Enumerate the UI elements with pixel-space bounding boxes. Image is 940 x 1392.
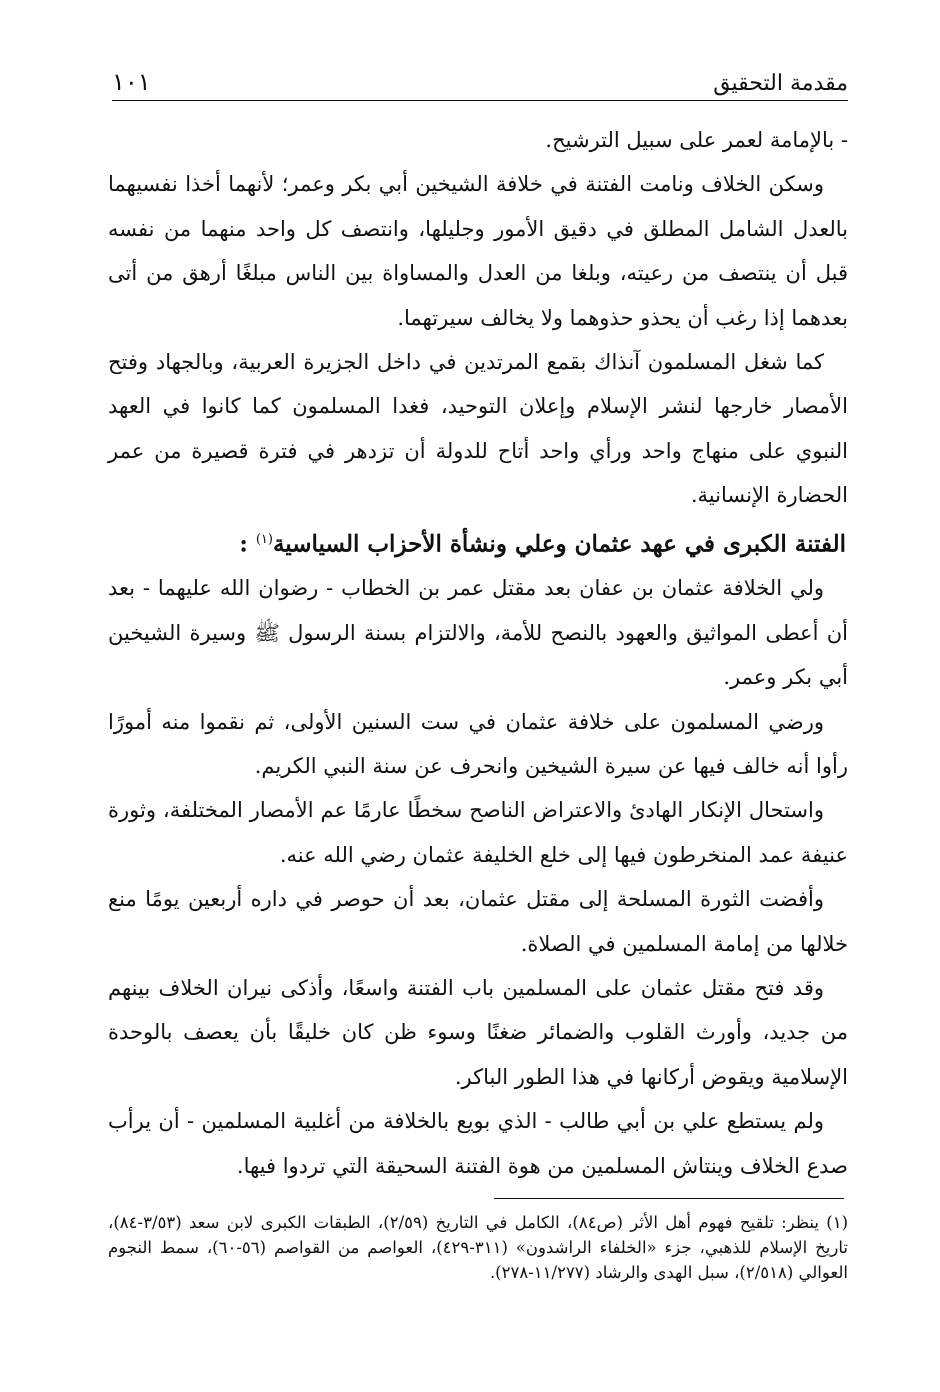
paragraph: وأفضت الثورة المسلحة إلى مقتل عثمان، بعد أن حوصر في داره أربعين يومًا منع خلالها من إمامة المسلمين في الصلاة. xyxy=(108,887,848,956)
paragraph: وسكن الخلاف ونامت الفتنة في خلافة الشيخين أبي بكر وعمر؛ لأنهما أخذا نفسيهما بالعدل الشامل المطلق في دقيق الأمور وجليلها، وانتصف كل واحد منهما من نفسه قبل أن ينتصف من رعيته، وبلغا من العدل والمساواة بين الناس مبلغًا أرهق من أتى بعدهما إذا رغب أن يحذو حذوهما ولا يخالف سيرتهما. xyxy=(108,172,848,330)
footnote-ref: (١) xyxy=(255,531,273,547)
paragraph: ولي الخلافة عثمان بن عفان بعد مقتل عمر بن الخطاب - رضوان الله عليهما - بعد أن أعطى المواثيق والعهود بالنصح للأمة، والالتزام بسنة الرسول ﷺ وسيرة الشيخين أبي بكر وعمر. xyxy=(108,576,848,690)
paragraph: ورضي المسلمون على خلافة عثمان في ست السنين الأولى، ثم نقموا منه أمورًا رأوا أنه خالف فيها عن سيرة الشيخين وانحرف عن سنة النبي الكريم. xyxy=(108,709,848,778)
paragraph: ولم يستطع علي بن أبي طالب - الذي بويع بالخلافة من أغلبية المسلمين - أن يرأب صدع الخلاف وينتاش المسلمين من هوة الفتنة السحيقة التي تردوا فيها. xyxy=(108,1109,848,1178)
running-header xyxy=(112,56,848,101)
footnote: (١) ينظر: تلقيح فهوم أهل الأثر (ص٨٤)، الكامل في التاريخ (٢/٥٩)، الطبقات الكبرى لابن سعد (٣/٥٣-٨٤)، تاريخ الإسلام للذهبي، جزء «الخلفاء الراشدون» (٣١١-٤٢٩)، العواصم من القواصم (٥٦-٦٠)، سمط النجوم العوالي (٢/٥١٨)، سبل الهدى والرشاد (١١/٢٧٧-٢٧٨). xyxy=(108,1213,849,1282)
paragraph: وقد فتح مقتل عثمان على المسلمين باب الفتنة واسعًا، وأذكى نيران الخلاف بينهم من جديد، وأورث القلوب والضمائر ضغنًا وسوء ظن كان خليقًا بأن يعصف بالوحدة الإسلامية ويقوض أركانها في هذا الطور الباكر. xyxy=(108,975,848,1089)
header-title: مقدمة التحقيق xyxy=(713,71,848,96)
footnotes xyxy=(108,1210,848,1285)
section-heading xyxy=(108,518,848,567)
footnote-separator xyxy=(494,1198,844,1199)
paragraph: واستحال الإنكار الهادئ والاعتراض الناصح سخطًا عارمًا عم الأمصار المختلفة، وثورة عنيفة عمد المنخرطون فيها إلى خلع الخليفة عثمان رضي الله عنه. xyxy=(108,798,848,867)
paragraph: - بالإمامة لعمر على سبيل الترشيح. xyxy=(545,128,848,152)
paragraph: كما شغل المسلمون آنذاك بقمع المرتدين في داخل الجزيرة العربية، وبالجهاد وفتح الأمصار خارجها لنشر الإسلام وإعلان التوحيد، فغدا المسلمون كما كانوا في العهد النبوي على منهاج واحد ورأي واحد أتاح للدولة أن تزدهر في فترة قصيرة من عمر الحضارة الإنسانية. xyxy=(108,350,848,508)
heading-colon: : xyxy=(239,530,248,558)
main-text xyxy=(108,118,848,1188)
section-heading-text: الفتنة الكبرى في عهد عثمان وعلي ونشأة الأحزاب السياسية xyxy=(272,530,846,558)
page-number: ١٠١ xyxy=(112,68,151,96)
